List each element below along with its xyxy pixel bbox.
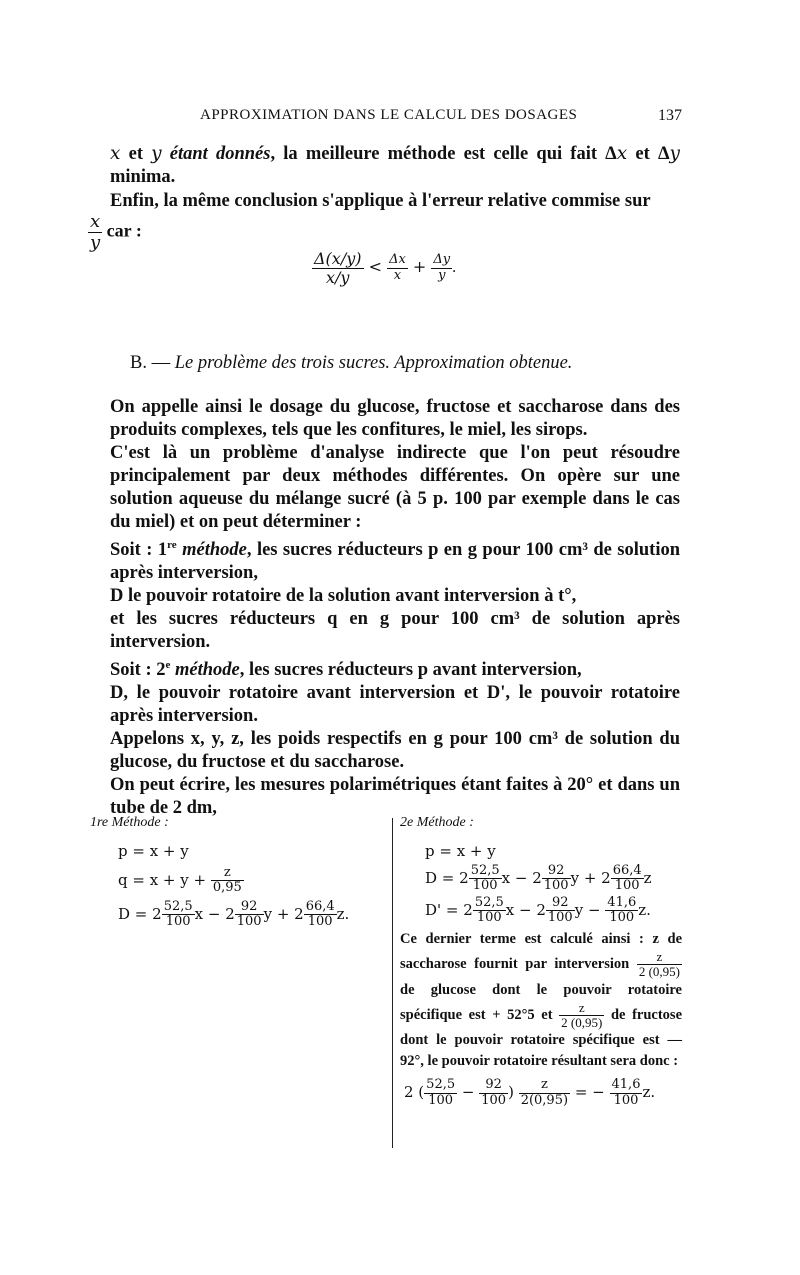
dx-den: x xyxy=(393,267,402,283)
final-c-den: 2(0,95) xyxy=(520,1092,569,1108)
dy-fraction xyxy=(431,253,452,283)
m2-d-c-var: z xyxy=(643,868,652,887)
final-frac-d xyxy=(610,1078,643,1108)
note-line-2: de glucose dont le pouvoir rotatoire spécifique est + 52°5 et xyxy=(400,981,682,1023)
p3-a: Soit : 1 xyxy=(110,540,168,561)
m2-d-lhs: D = 2 xyxy=(425,868,469,887)
m2-d-b-var: y + 2 xyxy=(570,868,611,887)
body-p8: Appelons x, y, z, les poids respectifs en g pour 100 cm³ de solution du glucose, du fructose et du saccharose. xyxy=(110,729,680,773)
var-y2: y xyxy=(669,143,680,164)
p6-sup: e xyxy=(165,659,171,672)
p3-b: , les sucres réducteurs p en g pour 100 cm³ de solution après interversion, xyxy=(110,540,681,584)
m1-d-lhs: D = 2 xyxy=(118,904,162,923)
m2-dp-lhs: D' = 2 xyxy=(425,900,473,919)
text-given: étant donnés xyxy=(161,144,271,164)
m2-eq-dprime xyxy=(425,896,682,926)
method-1-column xyxy=(90,812,380,929)
final-d-den: 100 xyxy=(613,1092,639,1108)
lhs-den: x/y xyxy=(326,267,350,287)
body-p7: D, le pouvoir rotatoire avant interversion et D', le pouvoir rotatoire après interversion. xyxy=(110,683,680,727)
m1-d-c-den: 100 xyxy=(307,913,333,929)
m2-dp-a-var: x − 2 xyxy=(505,900,546,919)
m1-d-frac-b xyxy=(235,900,264,930)
column-divider xyxy=(392,818,393,1148)
final-b-num: 92 xyxy=(479,1078,508,1093)
dy-num: Δy xyxy=(433,252,451,268)
body-p5: et les sucres réducteurs q en g pour 100 cm³ de solution après interversion. xyxy=(110,609,680,653)
less-than: < xyxy=(363,256,388,276)
frac-num: x xyxy=(88,212,102,233)
note-frac-2 xyxy=(559,1001,604,1031)
final-close: ) xyxy=(508,1083,519,1102)
final-b-den: 100 xyxy=(481,1092,507,1108)
var-x2: x xyxy=(616,143,628,164)
m1-d-b-var: y + 2 xyxy=(263,904,304,923)
note-frac-2-num: z xyxy=(559,1001,604,1016)
lhs-num: Δ(x/y) xyxy=(314,249,362,268)
m1-d-a-var: x − 2 xyxy=(194,904,235,923)
m1-eq-q xyxy=(118,866,380,896)
m1-q-num: z xyxy=(211,866,244,881)
note-line-1: Ce dernier terme est calculé ainsi : z de saccharose fournit par interversion xyxy=(400,931,682,973)
note-line-3: de fructose dont le pouvoir rotatoire spécifique est — 92°, le pouvoir rotatoire résultant sera donc : xyxy=(400,1006,683,1070)
final-a-num: 52,5 xyxy=(426,1077,456,1093)
body-text xyxy=(110,396,680,820)
body-p4: D le pouvoir rotatoire de la solution avant interversion à t°, xyxy=(110,586,577,607)
section-b-heading xyxy=(130,353,572,374)
text-car: car : xyxy=(102,220,142,241)
final-c-num: z xyxy=(519,1078,570,1093)
m2-d-a-var: x − 2 xyxy=(501,868,542,887)
m2-eq-d xyxy=(425,864,682,894)
m1-d-b-num: 92 xyxy=(235,900,264,915)
m1-q-frac xyxy=(211,866,244,896)
method-2-heading: 2e Méthode : xyxy=(400,815,474,830)
final-equation xyxy=(400,1078,682,1108)
body-p9: On peut écrire, les mesures polarimétriques étant faites à 20° et dans un tube de 2 dm, xyxy=(110,775,680,819)
final-frac-c xyxy=(519,1078,570,1108)
m2-dp-b-var: y − xyxy=(574,900,606,919)
m2-d-frac-c xyxy=(611,864,644,894)
m1-d-c-num: 66,4 xyxy=(305,898,335,914)
x-over-y xyxy=(88,212,102,253)
p3-sup: re xyxy=(167,539,177,551)
m1-eq-d xyxy=(118,900,380,930)
final-d-var: z. xyxy=(642,1083,656,1102)
m2-d-c-den: 100 xyxy=(614,878,640,894)
running-header: APPROXIMATION DANS LE CALCUL DES DOSAGES xyxy=(200,107,578,123)
m1-d-frac-a xyxy=(162,900,195,930)
m1-q-text: q = x + y + xyxy=(118,870,211,889)
m2-d-frac-a xyxy=(469,864,502,894)
final-minus: − xyxy=(457,1083,480,1102)
note-frac-1 xyxy=(637,950,682,980)
m2-d-c-num: 66,4 xyxy=(612,863,642,878)
m1-d-b-den: 100 xyxy=(236,913,262,929)
method-2-note xyxy=(400,929,682,1072)
dx-fraction xyxy=(387,253,408,283)
m2-d-b-den: 100 xyxy=(543,878,569,894)
final-frac-a xyxy=(424,1078,457,1108)
method-1-heading: 1re Méthode : xyxy=(90,815,169,830)
relative-error-text: Enfin, la même conclusion s'applique à l'erreur relative commise sur xyxy=(110,191,651,211)
body-p1: On appelle ainsi le dosage du glucose, fructose et saccharose dans des produits complexes, tels que les confitures, le miel, les sirops. xyxy=(110,397,680,440)
m2-dp-frac-c xyxy=(605,896,638,926)
var-y: y xyxy=(151,143,162,164)
m2-dp-b-num: 92 xyxy=(546,896,575,911)
section-title: Le problème des trois sucres. Approximation obtenue. xyxy=(174,353,573,373)
dx-num: Δx xyxy=(389,252,406,268)
m2-eq-p: p = x + y xyxy=(425,842,496,860)
frac-den: y xyxy=(90,231,101,253)
m2-d-frac-b xyxy=(542,864,571,894)
text-minima: minima. xyxy=(110,167,176,187)
m2-d-a-den: 100 xyxy=(472,878,498,894)
final-frac-b xyxy=(479,1078,508,1108)
m1-d-frac-c xyxy=(304,900,337,930)
m2-dp-c-den: 100 xyxy=(609,909,635,925)
p6-a: Soit : 2 xyxy=(110,660,166,681)
var-x: x xyxy=(110,143,121,164)
m2-dp-frac-a xyxy=(473,896,506,926)
m2-dp-c-num: 41,6 xyxy=(607,894,637,910)
xy-fraction-car xyxy=(88,212,142,253)
m2-dp-b-den: 100 xyxy=(547,909,573,925)
text-et2: et Δ xyxy=(627,144,670,164)
text-rest: , la meilleure méthode est celle qui fait Δ xyxy=(270,144,617,164)
note-frac-1-num: z xyxy=(637,950,682,965)
m2-d-b-num: 92 xyxy=(542,864,571,879)
m2-dp-frac-b xyxy=(546,896,575,926)
m2-dp-a-den: 100 xyxy=(476,909,502,925)
p3-method: méthode xyxy=(176,540,247,561)
method-2-column xyxy=(400,812,682,1108)
intro-paragraph xyxy=(110,142,680,189)
final-eq: = − xyxy=(570,1083,610,1102)
m1-d-c-var: z. xyxy=(336,904,350,923)
section-label: B. — xyxy=(130,353,175,373)
relative-error-paragraph xyxy=(110,190,680,213)
final-d-num: 41,6 xyxy=(611,1077,641,1093)
m1-eq-p: p = x + y xyxy=(118,842,189,860)
body-p6 xyxy=(110,654,680,682)
m2-dp-c-var: z. xyxy=(638,900,651,919)
m2-d-a-num: 52,5 xyxy=(470,863,500,878)
m1-d-a-num: 52,5 xyxy=(163,898,193,914)
m1-d-a-den: 100 xyxy=(165,913,191,929)
final-pre: 2 ( xyxy=(404,1083,425,1102)
text-et: et xyxy=(120,144,152,164)
inequality-formula xyxy=(312,250,456,286)
p6-b: , les sucres réducteurs p avant interversion, xyxy=(239,660,582,681)
page-number: 137 xyxy=(658,107,682,124)
dot: . xyxy=(452,258,457,276)
dy-den: y xyxy=(438,267,446,283)
note-frac-2-den: 2 (0,95) xyxy=(561,1015,603,1031)
lhs-fraction xyxy=(312,250,364,286)
final-a-den: 100 xyxy=(428,1092,454,1108)
m1-q-den: 0,95 xyxy=(212,880,242,896)
body-p3 xyxy=(110,534,680,585)
note-frac-1-den: 2 (0,95) xyxy=(638,964,680,980)
p6-method: méthode xyxy=(170,660,240,681)
plus-sign: + xyxy=(407,256,432,276)
m2-dp-a-num: 52,5 xyxy=(474,894,504,910)
body-p2: C'est là un problème d'analyse indirecte que l'on peut résoudre principalement par deux méthodes différentes. On opère sur une solution aqueuse du mélange sucré (à 5 p. 100 par exemple dans le cas du miel) et on peut déterminer : xyxy=(110,443,680,532)
